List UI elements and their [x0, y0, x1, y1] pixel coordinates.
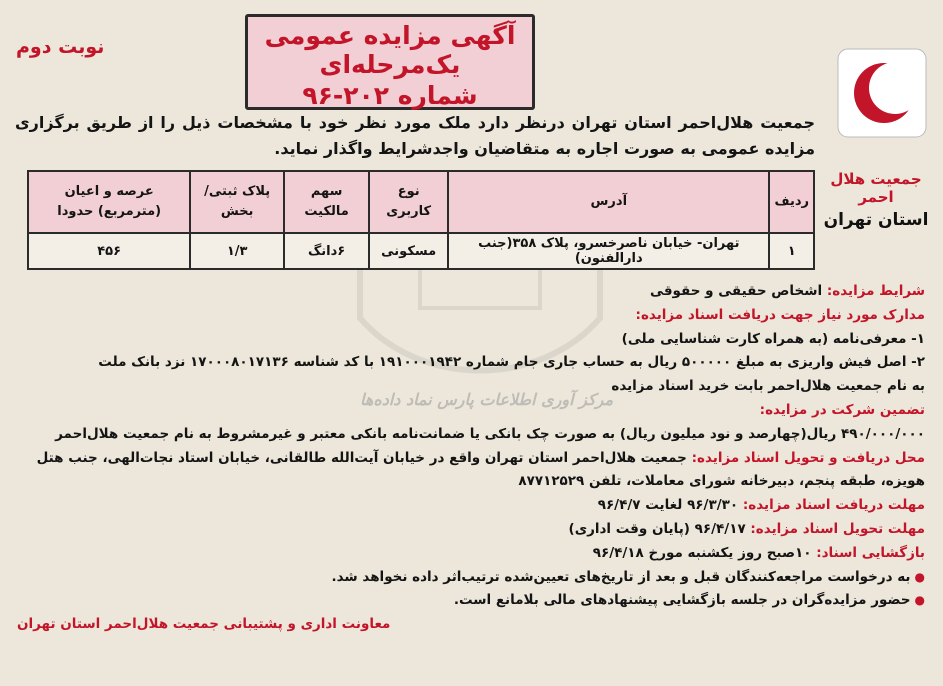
header-address: آدرس: [448, 171, 769, 233]
required-docs-heading: مدارک مورد نیاز جهت دریافت اسناد مزایده:: [635, 306, 925, 323]
cell-use: مسکونی: [369, 233, 448, 269]
opening-text: ۱۰صبح روز یکشنبه مورخ ۹۶/۴/۱۸: [592, 544, 812, 561]
header-num: ردیف: [769, 171, 814, 233]
docs-submit-text: ۹۶/۴/۱۷ (پایان وقت اداری): [568, 520, 746, 537]
conditions-section: [17, 280, 925, 637]
required-doc-2-cont: به نام جمعیت هلال‌احمر بابت خرید اسناد مزایده: [611, 378, 925, 395]
header-share: سهم مالکیت: [284, 171, 369, 233]
guarantee-heading: تضمین شرکت در مزایده:: [759, 401, 925, 418]
docs-receive-deadline: [17, 494, 925, 518]
docs-location-label: محل دریافت و تحویل اسناد مزایده:: [691, 449, 925, 466]
auction-conditions: [17, 280, 925, 304]
title-main: آگهی مزایده عمومی یک‌مرحله‌ای: [264, 21, 516, 79]
intro-paragraph: جمعیت هلال‌احمر استان تهران درنظر دارد ملک مورد نظر خود با مشخصات ذیل را از طریق برگزاری مزایده عمومی به صورت اجاره به متقاضیان واجدشرایط واگذار نماید.: [15, 113, 815, 158]
opening-label: بازگشایی اسناد:: [816, 544, 925, 561]
org-name: جمعیت هلال احمر: [830, 170, 922, 206]
docs-location: [17, 447, 925, 471]
docs-receive-text: ۹۶/۳/۳۰ لغایت ۹۶/۴/۷: [597, 497, 739, 514]
header-area: عرصه و اعیان (مترمربع) حدودا: [28, 171, 190, 233]
org-province: استان تهران: [823, 210, 929, 230]
auction-conditions-text: اشخاص حقیقی و حقوقی: [650, 283, 823, 299]
note-1-text: به درخواست مراجعه‌کنندگان قبل و بعد از تاریخ‌های تعیین‌شده ترتیب‌اثر داده نخواهد شد.: [331, 568, 911, 585]
bullet-icon: ●: [914, 569, 925, 584]
header-plate: پلاک ثبتی/بخش: [190, 171, 284, 233]
note-2-text: حضور مزایده‌گران در جلسه بازگشایی پیشنهادهای مالی بلامانع است.: [453, 592, 911, 609]
docs-receive-label: مهلت دریافت اسناد مزایده:: [742, 497, 925, 514]
title-number: شماره ۲۰۲-۹۶: [302, 81, 478, 110]
footer-signature: معاونت اداری و پشتیبانی جمعیت هلال‌احمر استان تهران: [17, 616, 391, 633]
note-1: [17, 566, 925, 590]
cell-area: ۴۵۶: [28, 233, 190, 269]
cell-address: تهران- خیابان ناصرخسرو، پلاک ۳۵۸(جنب دارالفنون): [448, 233, 769, 269]
required-doc-1: ۱- معرفی‌نامه (به همراه کارت شناسایی ملی): [621, 330, 925, 347]
docs-submit-deadline: [17, 518, 925, 542]
table-header-row: [28, 171, 814, 233]
table-row: [28, 233, 814, 269]
note-2: [17, 589, 925, 613]
required-doc-2: ۲- اصل فیش واریزی به مبلغ ۵۰۰۰۰۰ ریال به حساب جاری جام شماره ۱۹۱۰۰۰۱۹۴۲ با کد شناسه ۱۷۰۰۰۸۰۱۷۱۳۶ نزد بانک ملت: [98, 354, 925, 371]
docs-submit-label: مهلت تحویل اسناد مزایده:: [750, 520, 925, 537]
publication-turn: نوبت دوم: [16, 36, 105, 58]
bullet-icon: ●: [914, 593, 925, 608]
watermark-text: مرکز آوری اطلاعات پارس نماد داده‌ها: [360, 390, 614, 409]
red-crescent-logo: [837, 48, 927, 138]
docs-location-text: جمعیت هلال‌احمر استان تهران واقع در خیابان آیت‌الله طالقانی، خیابان استاد نجات‌الهی، جنب هتل: [36, 449, 687, 466]
title-box: [245, 14, 535, 110]
cell-plate: ۱/۳: [190, 233, 284, 269]
guarantee-text: ۴۹۰/۰۰۰/۰۰۰ ریال(چهارصد و نود میلیون ریال) به صورت چک بانکی یا ضمانت‌نامه بانکی معتبر و غیرمشروط به نام جمعیت هلال‌احمر: [55, 425, 925, 442]
property-table: [27, 170, 815, 270]
opening-date: [17, 542, 925, 566]
cell-share: ۶دانگ: [284, 233, 369, 269]
auction-conditions-label: شرایط مزایده:: [826, 283, 925, 299]
cell-num: ۱: [769, 233, 814, 269]
header-use: نوع کاربری: [369, 171, 448, 233]
docs-location-cont: هویزه، طبقه پنجم، دبیرخانه شورای معاملات، تلفن ۸۷۷۱۲۵۲۹: [518, 473, 925, 490]
